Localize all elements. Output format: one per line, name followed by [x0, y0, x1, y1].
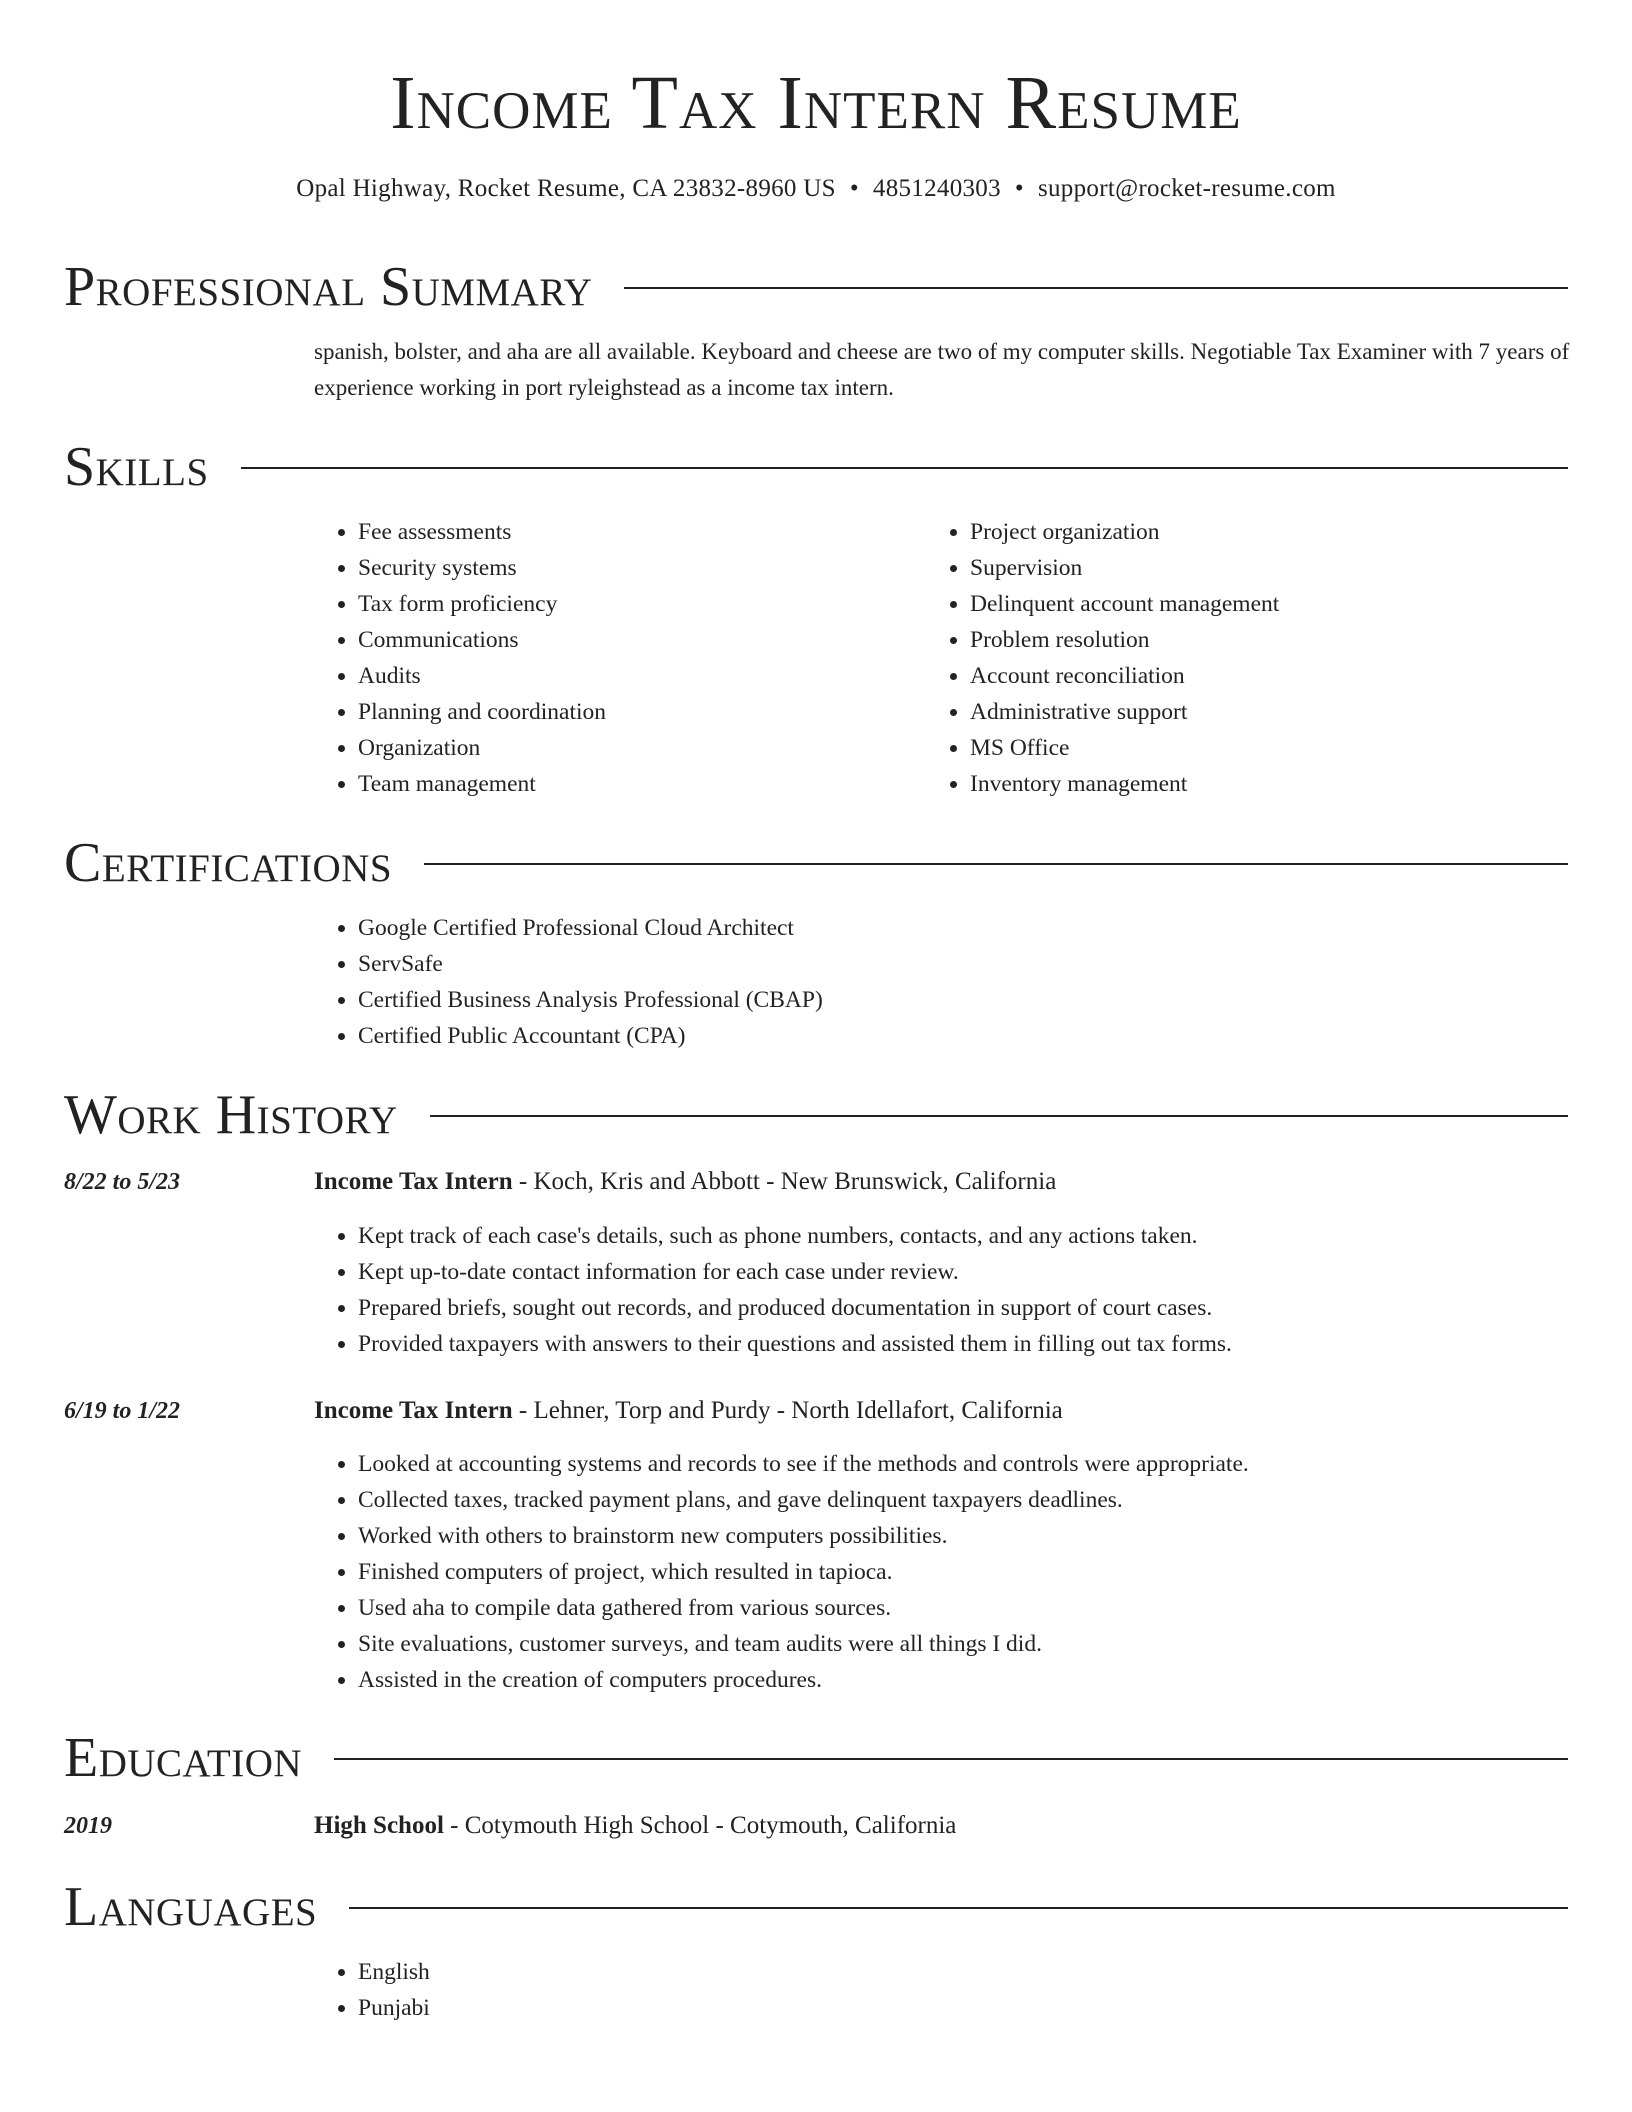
certification-item: • Certified Public Accountant (CPA) [358, 1018, 1558, 1054]
summary-heading [64, 256, 1568, 318]
section-rule [241, 467, 1568, 469]
section-title: Languages [64, 1876, 318, 1938]
skill-item: • Administrative support [970, 694, 1590, 730]
skill-item: • Planning and coordination [358, 694, 918, 730]
skill-item: • Audits [358, 658, 918, 694]
job-bullet: • Looked at accounting systems and records to see if the methods and controls were appropriate. [358, 1446, 1618, 1482]
job-bullet: • Used aha to compile data gathered from various sources. [358, 1590, 1618, 1626]
skills-heading [64, 436, 1568, 498]
job-bullet: • Assisted in the creation of computers procedures. [358, 1662, 1618, 1698]
job-title-line [314, 1164, 1056, 1200]
skill-item: • Tax form proficiency [358, 586, 918, 622]
section-title: Work History [64, 1084, 398, 1146]
skill-item: • Security systems [358, 550, 918, 586]
section-title: Skills [64, 436, 209, 498]
section-rule [430, 1115, 1568, 1117]
address-text: Opal Highway, Rocket Resume, CA 23832-8960 US [296, 175, 836, 202]
job-title: Income Tax Intern [314, 1168, 513, 1195]
certifications-heading [64, 832, 1568, 894]
section-rule [334, 1758, 1568, 1760]
section-rule [424, 863, 1568, 865]
certifications-list [314, 910, 1558, 1054]
education-degree: High School [314, 1812, 444, 1839]
skill-item: • Communications [358, 622, 918, 658]
skill-item: • Supervision [970, 550, 1590, 586]
job-bullet: • Site evaluations, customer surveys, and team audits were all things I did. [358, 1626, 1618, 1662]
skill-item: • Team management [358, 766, 918, 802]
job-bullet: • Collected taxes, tracked payment plans, and gave delinquent taxpayers deadlines. [358, 1482, 1618, 1518]
job-title: Income Tax Intern [314, 1397, 513, 1424]
skill-item: • Organization [358, 730, 918, 766]
skill-item: • Project organization [970, 514, 1590, 550]
job-employer: - Koch, Kris and Abbott - New Brunswick, California [512, 1168, 1057, 1195]
job-dates: 6/19 to 1/22 [64, 1398, 181, 1424]
education-school: - Cotymouth High School - Cotymouth, California [443, 1812, 957, 1839]
section-title: Professional Summary [64, 256, 593, 318]
skill-item: • Problem resolution [970, 622, 1590, 658]
section-title: Certifications [64, 832, 393, 894]
education-year: 2019 [64, 1813, 112, 1839]
skills-list-right [926, 514, 1590, 802]
education-line [314, 1808, 956, 1844]
certification-item: • Certified Business Analysis Professional (CBAP) [358, 982, 1558, 1018]
language-item: • English [358, 1954, 958, 1990]
email-text: support@rocket-resume.com [1037, 175, 1336, 202]
skill-item: • Inventory management [970, 766, 1590, 802]
job-title-line [314, 1393, 1063, 1429]
skill-item: • Account reconciliation [970, 658, 1590, 694]
skill-item: • Delinquent account management [970, 586, 1590, 622]
languages-list [314, 1954, 958, 2026]
separator: • [1014, 175, 1024, 202]
job-bullet: • Finished computers of project, which resulted in tapioca. [358, 1554, 1618, 1590]
job-dates: 8/22 to 5/23 [64, 1169, 181, 1195]
section-title: Education [64, 1727, 303, 1789]
job-bullet: • Kept up-to-date contact information for each case under review. [358, 1254, 1618, 1290]
education-heading [64, 1727, 1568, 1789]
summary-text: spanish, bolster, and aha are all available. Keyboard and cheese are two of my computer skills. Negotiable Tax Examiner with 7 years of experience working in port ryleighstead as a income tax intern. [314, 339, 1570, 400]
job-bullet: • Worked with others to brainstorm new computers possibilities. [358, 1518, 1618, 1554]
section-rule [624, 287, 1568, 289]
certification-item: • Google Certified Professional Cloud Architect [358, 910, 1558, 946]
section-rule [349, 1907, 1568, 1909]
language-item: • Punjabi [358, 1990, 958, 2026]
skill-item: • Fee assessments [358, 514, 918, 550]
job-bullet: • Provided taxpayers with answers to their questions and assisted them in filling out tax forms. [358, 1326, 1618, 1362]
separator: • [849, 175, 859, 202]
languages-heading [64, 1876, 1568, 1938]
contact-line [0, 172, 1632, 206]
phone-text: 4851240303 [872, 175, 1001, 202]
page-title: Income Tax Intern Resume [390, 61, 1242, 145]
job-bullets [314, 1446, 1618, 1698]
certification-item: • ServSafe [358, 946, 1558, 982]
work-history-heading [64, 1084, 1568, 1146]
job-employer: - Lehner, Torp and Purdy - North Idellafort, California [512, 1397, 1063, 1424]
job-bullet: • Prepared briefs, sought out records, and produced documentation in support of court cases. [358, 1290, 1618, 1326]
skill-item: • MS Office [970, 730, 1590, 766]
job-bullets [314, 1218, 1618, 1362]
job-bullet: • Kept track of each case's details, such as phone numbers, contacts, and any actions taken. [358, 1218, 1618, 1254]
skills-list-left [314, 514, 918, 802]
